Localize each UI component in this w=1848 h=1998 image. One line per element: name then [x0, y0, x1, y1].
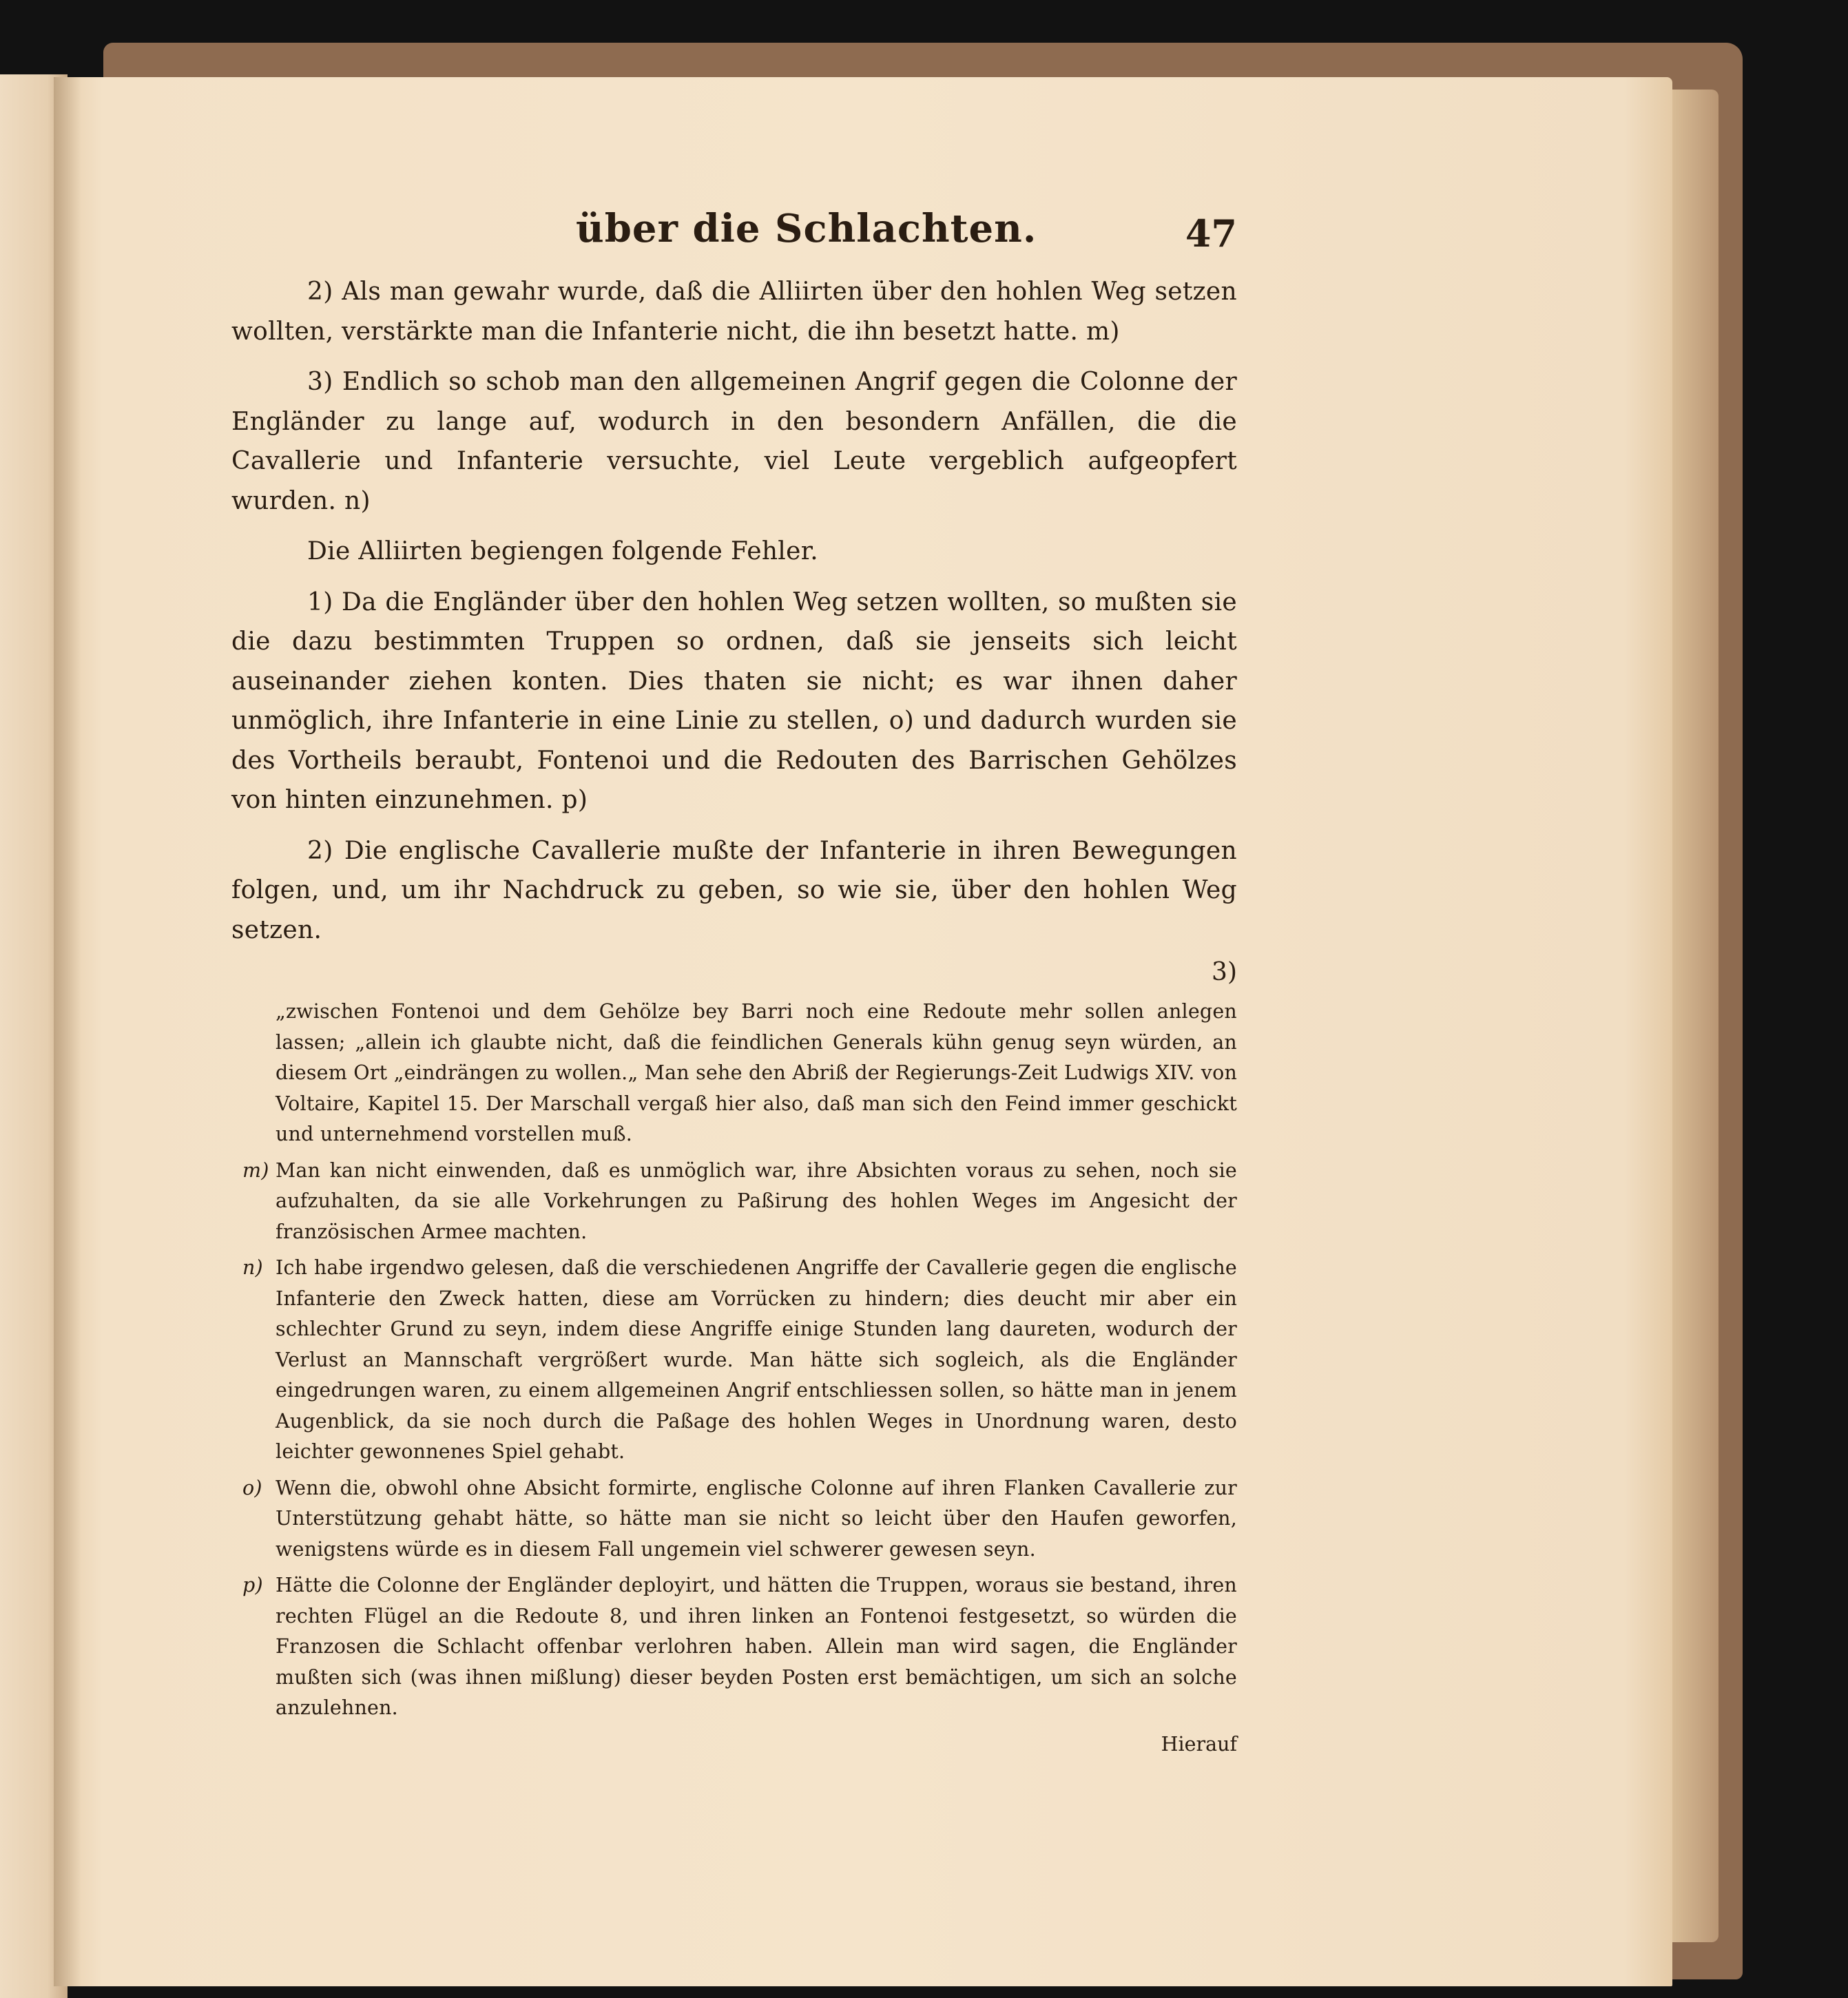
- footnote: [231, 1473, 1237, 1565]
- footnote: [231, 1156, 1237, 1248]
- body-paragraph: 3) Endlich so schob man den allgemeinen Angrif gegen die Colonne der Engländer zu lange auf, wodurch in den besondern Anfällen, die die Cavallerie und Infanterie versuchte, viel Leute vergeblich aufgeopfert wurden. n): [231, 368, 1237, 515]
- spine-shadow: [54, 77, 81, 1986]
- footnote-text: Man kan nicht einwenden, daß es unmöglich war, ihre Absichten voraus zu sehen, noch sie aufzuhalten, da sie alle Vorkehrungen zu Paßirung des hohlen Weges im Angesicht der französischen Armee machten.: [276, 1158, 1237, 1243]
- catchword: 3): [1212, 958, 1237, 986]
- footnote-text: Hätte die Colonne der Engländer deployirt, und hätten die Truppen, woraus sie bestand, ihren rechten Flügel an die Redoute 8, und ihren linken an Fontenoi festgesetzt, so würden die Franzosen die Schlacht offenbar verlohren haben. Allein man wird sagen, die Engländer mußten sich (was ihnen mißlung) dieser beyden Posten erst bemächtigen, um sich an solche anzulehnen.: [276, 1574, 1237, 1719]
- body-paragraph: Die Alliirten begiengen folgende Fehler.: [307, 537, 819, 565]
- footnote-text: Ich habe irgendwo gelesen, daß die verschiedenen Angriffe der Cavallerie gegen die englische Infanterie den Zweck hatten, diese am Vorrücken zu hindern; dies deucht mir aber ein schlechter Grund zu seyn, indem diese Angriffe einige Stunden lang daureten, wodurch der Verlust an Mannschaft vergrößert wurde. Man hätte sich sogleich, als die Engländer eingedrungen waren, zu einem allgemeinen Angrif entschliessen sollen, so hätte man in jenem Augenblick, da sie noch durch die Paßage des hohlen Weges in Unordnung waren, desto leichter gewonnenes Spiel gehabt.: [276, 1256, 1237, 1463]
- running-title: über die Schlachten.: [576, 206, 1037, 251]
- body-paragraph: 1) Da die Engländer über den hohlen Weg setzen wollten, so mußten sie die dazu bestimmten Truppen so ordnen, daß sie jenseits sich leicht auseinander ziehen konten. Dies thaten sie nicht; es war ihnen daher unmöglich, ihre Infanterie in eine Linie zu stellen, o) und dadurch wurden sie des Vortheils beraubt, Fontenoi und die Redouten des Barrischen Gehölzes von hinten einzunehmen. p): [231, 587, 1237, 814]
- footnote: [231, 1253, 1237, 1468]
- footnote-text: Wenn die, obwohl ohne Absicht formirte, englische Colonne auf ihren Flanken Cavallerie zur Unterstützung gehabt hätte, so hätte man sie nicht so leicht über den Haufen geworfen, wenigstens würde es in diesem Fall ungemein viel schwerer gewesen seyn.: [276, 1476, 1237, 1561]
- running-head: [231, 196, 1237, 272]
- body-paragraph: 2) Als man gewahr wurde, daß die Alliirten über den hohlen Weg setzen wollten, verstärkte man die Infanterie nicht, die ihn besetzt hatte. m): [231, 278, 1237, 346]
- body-paragraph: 2) Die englische Cavallerie mußte der Infanterie in ihren Bewegungen folgen, und, um ihr Nachdruck zu geben, so wie sie, über den hohlen Weg setzen.: [231, 836, 1237, 944]
- footnote-text: „zwischen Fontenoi und dem Gehölze bey Barri noch eine Redoute mehr sollen anlegen lassen; „allein ich glaubte nicht, daß die feindlichen Generals kühn genug seyn würden, an diesem Ort „eindrängen zu wollen.„ Man sehe den Abriß der Regierungs-Zeit Ludwigs XIV. von Voltaire, Kapitel 15. Der Marschall vergaß hier also, daß man sich den Feind immer geschickt und unternehmend vorstellen muß.: [276, 1000, 1237, 1145]
- footnote-mark: n): [242, 1256, 263, 1279]
- footnotes: [231, 997, 1237, 1760]
- footnote: [231, 1570, 1237, 1724]
- page-number: 47: [1185, 211, 1237, 256]
- footnote: [231, 997, 1237, 1150]
- footnote-catchword: Hierauf: [1161, 1732, 1237, 1756]
- text-block: [231, 196, 1237, 1760]
- footnote-mark: m): [242, 1158, 269, 1182]
- footnote-mark: o): [242, 1476, 262, 1499]
- footnote-mark: p): [242, 1574, 263, 1596]
